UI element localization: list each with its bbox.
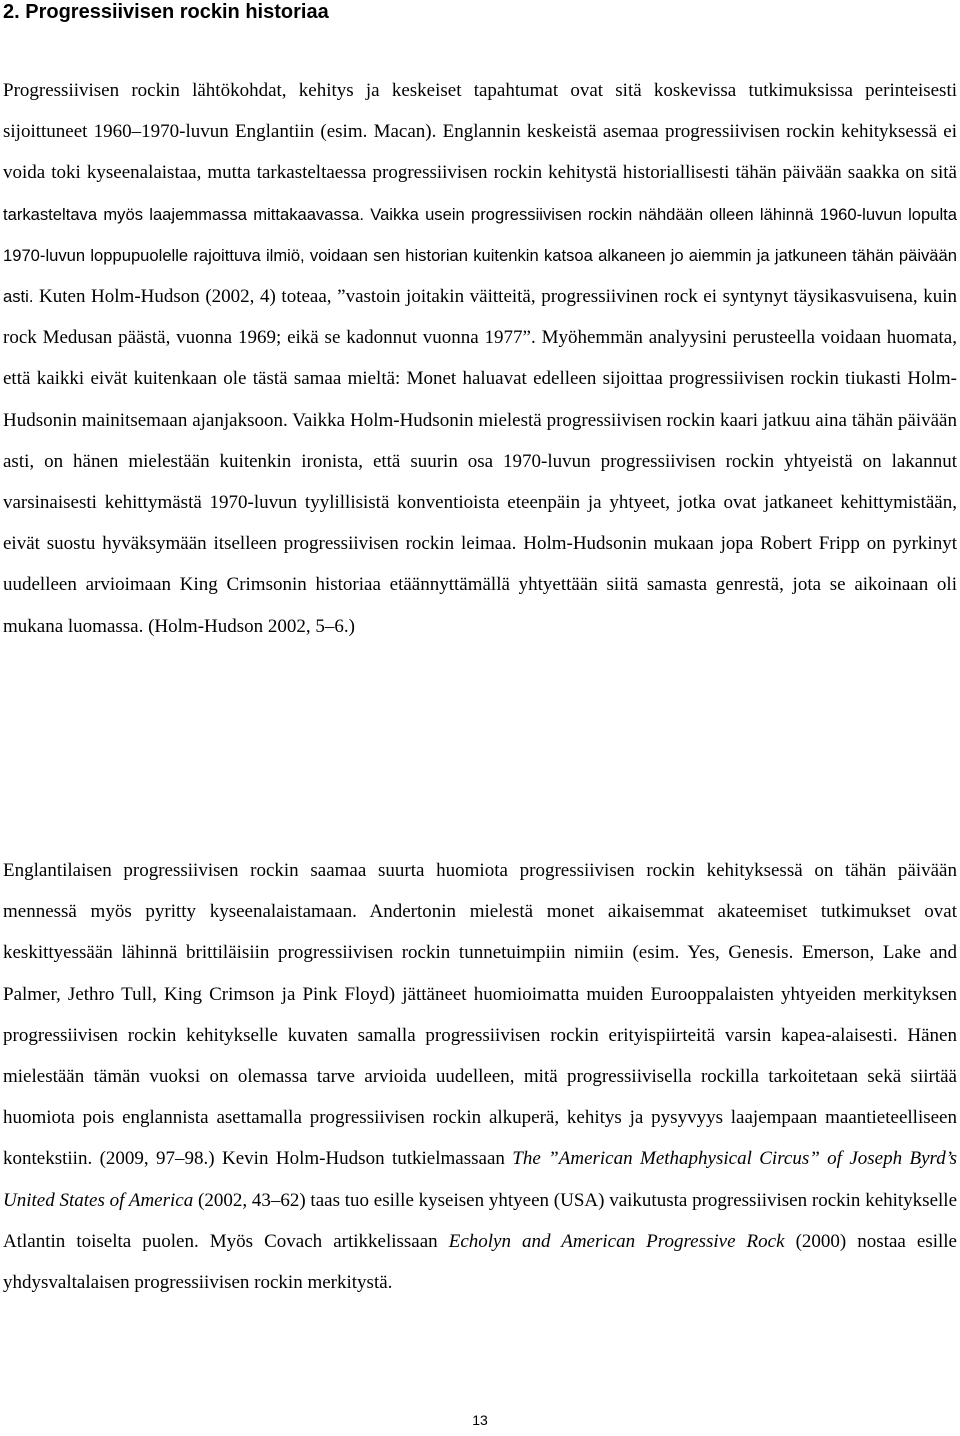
section-heading: 2. Progressiivisen rockin historiaa <box>3 1 329 23</box>
paragraph-2-text-b: (2002, 43–62) taas tuo esille kyseisen yhtyeen (USA) vaikutusta progressiivisen rockin kehitykselle Atlantin toiselta puolen. Myös Covach artikkelissaan <box>3 1189 958 1252</box>
paragraph-2-text-c: (2000) nostaa esille yhdysvaltalaisen progressiivisen rockin merkitystä. <box>3 1230 957 1294</box>
paragraph-1-text-c: Kuten Holm-Hudson (2002, 4) toteaa, ”vastoin joitakin väitteitä, progressiivinen rock ei syntynyt täysikasvuisena, kuin rock Medusan päästä, vuonna 1969; eikä se kadonnut vuonna 1977”. Myöhemmän analyysini perusteella voidaan huomata, että kaikki eivät kuitenkaan ole tästä samaa mieltä: Monet haluavat edelleen sijoittaa progressiivisen rockin tiukasti Holm-Hudsonin mainitsemaan ajanjaksoon. Vaikka Holm-Hudsonin mielestä progressiivisen rockin kaari jatkuu aina tähän päivään asti, on hänen mielestään kuitenkin ironista, että suurin osa 1970-luvun progressiivisen rockin yhtyeistä on lakannut varsinaisesti kehittymästä 1970-luvun tyylillisistä konventioista eteenpäin ja yhtyeet, jotka ovat jatkaneet kehittymistään, eivät suostu hyväksymään itselleen progressiivisen rockin leimaa. Holm-Hudsonin mukaan jopa Robert Fripp on pyrkinyt uudelleen arvioimaan King Crimsonin historiaa etäännyttämällä yhtyettään siitä samasta genrestä, jota se aikoinaan oli mukana luomassa. (Holm-Hudson 2002, 5–6.) <box>3 286 957 637</box>
paragraph-1-text-a: Progressiivisen rockin lähtökohdat, kehitys ja keskeiset tapahtumat ovat sitä koskevissa tutkimuksissa perinteisesti sijoittuneet 1960–1970-luvun Englantiin (esim. Macan). Englannin keskeistä asemaa progressiivisen rockin kehityksessä ei voida toki kyseenalaistaa, mutta tarkasteltaessa progressiivisen rockin kehitystä historiallisesti tähän päivään saakka on sitä <box>3 80 957 184</box>
page-number: 13 <box>472 1412 488 1428</box>
paragraph-2 <box>3 850 957 1303</box>
paragraph-2-title-echolyn: Echolyn and American Progressive Rock <box>448 1230 785 1252</box>
paragraph-1 <box>3 70 957 647</box>
paragraph-2-title-usa: The ”American Methaphysical Circus” of Joseph Byrd’s United States of America <box>3 1148 957 1211</box>
paragraph-2-text-a: Englantilaisen progressiivisen rockin saamaa suurta huomiota progressiivisen rockin kehityksessä on tähän päivään mennessä myös pyritty kyseenalaistamaan. Andertonin mielestä monet aikaisemmat akateemiset tutkimukset ovat keskittyessään lähinnä brittiläisiin progressiivisen rockin tunnetuimpiin nimiin (esim. Yes, Genesis. Emerson, Lake and Palmer, Jethro Tull, King Crimson ja Pink Floyd) jättäneet huomioimatta muiden Eurooppalaisten yhtyeiden merkityksen progressiivisen rockin kehitykselle kuvaten samalla progressiivisen rockin erityispiirteitä varsin kapea-alaisesti. Hänen mielestään tämän vuoksi on olemassa tarve arvioida uudelleen, mitä progressiivisella rockilla tarkoitetaan sekä siirtää huomiota pois englannista asettamalla progressiivisen rockin alkuperä, kehitys ja pysyvyys laajempaan maantieteelliseen kontekstiin. (2009, 97–98.) Kevin Holm-Hudson tutkielmassaan <box>3 860 957 1170</box>
paragraph-1-text-b: tarkasteltava myös laajemmassa mittakaavassa. Vaikka usein progressiivisen rockin nähdään olleen lähinnä 1960-luvun lopulta 1970-luvun loppupuolelle rajoittuva ilmiö, voidaan sen historian kuitenkin katsoa alkaneen jo aiemmin ja jatkuneen tähän päivään asti. <box>3 204 957 307</box>
